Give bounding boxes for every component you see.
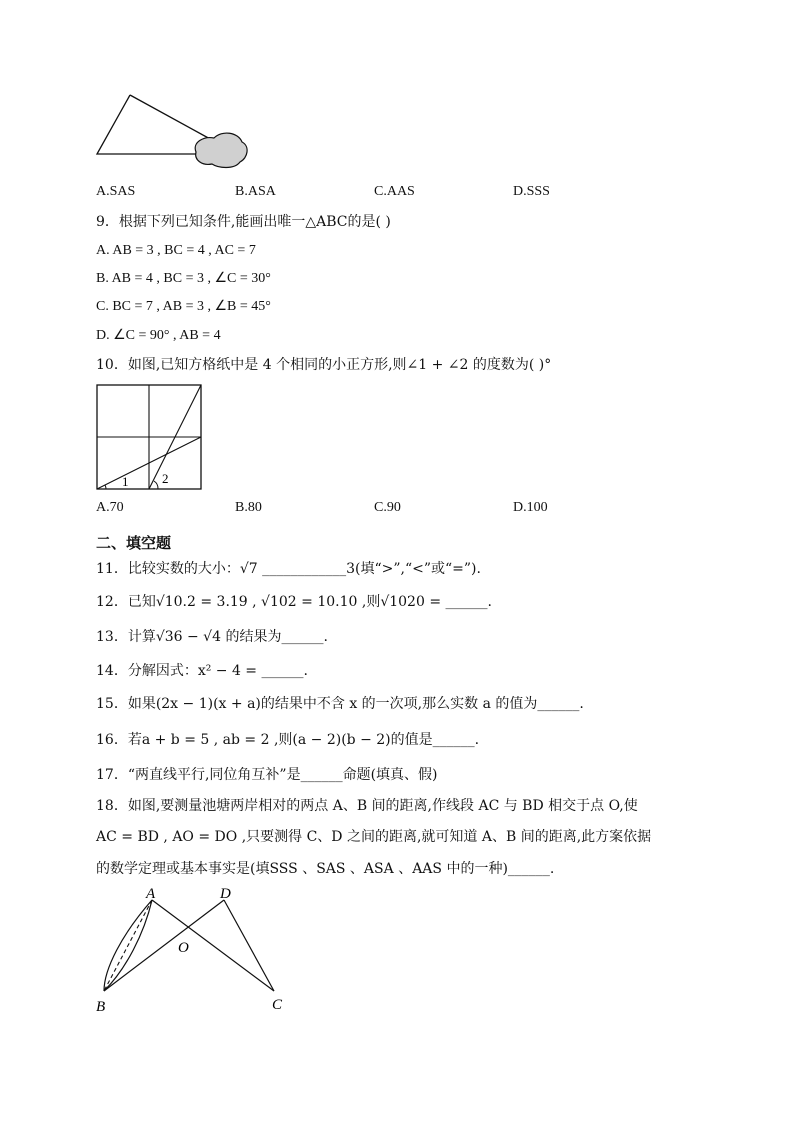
q10-option-b[interactable]: B.80 bbox=[235, 500, 262, 515]
segment-ac bbox=[152, 900, 274, 991]
triangle-side bbox=[130, 95, 212, 140]
question-11: 11．比较实数的大小：√7 ____________3(填“>”,“<”或“=”). bbox=[96, 561, 481, 577]
q10-option-d[interactable]: D.100 bbox=[513, 500, 548, 515]
segment-ab-dashed bbox=[104, 900, 152, 991]
triangle-outline bbox=[97, 95, 210, 154]
q9-stem: 9．根据下列已知条件,能画出唯一△ABC的是( ) bbox=[96, 214, 391, 230]
question-16: 16．若a + b = 5 , ab = 2 ,则(a − 2)(b − 2)的值是______. bbox=[96, 732, 480, 748]
angle-2-label: 2 bbox=[162, 471, 169, 486]
q8-option-d[interactable]: D.SSS bbox=[513, 184, 550, 199]
segment-bd bbox=[104, 900, 224, 991]
q10-stem: 10．如图,已知方格纸中是 4 个相同的小正方形,则∠1 + ∠2 的度数为( )° bbox=[96, 357, 552, 373]
q9-option-c[interactable]: C. BC = 7 , AB = 3 , ∠B = 45° bbox=[96, 299, 271, 314]
question-18-line-2: AC = BD , AO = DO ,只要测得 C、D 之间的距离,就可知道 A、B 间的距离,此方案依据 bbox=[96, 829, 652, 845]
label-o: O bbox=[178, 940, 189, 956]
label-c: C bbox=[272, 997, 283, 1013]
question-17: 17．“两直线平行,同位角互补”是______命题(填真、假) bbox=[96, 767, 438, 783]
q8-option-b[interactable]: B.ASA bbox=[235, 184, 276, 199]
question-15: 15．如果(2x − 1)(x + a)的结果中不含 x 的一次项,那么实数 a 的值为______. bbox=[96, 696, 584, 712]
q9-option-a[interactable]: A. AB = 3 , BC = 4 , AC = 7 bbox=[96, 243, 256, 258]
label-a: A bbox=[146, 886, 156, 902]
q9-option-b[interactable]: B. AB = 4 , BC = 3 , ∠C = 30° bbox=[96, 271, 271, 286]
q8-figure bbox=[92, 90, 252, 170]
q8-option-a[interactable]: A.SAS bbox=[96, 184, 136, 199]
label-b: B bbox=[96, 999, 106, 1015]
question-13: 13．计算√36 − √4 的结果为______. bbox=[96, 629, 328, 645]
section-title: 二、填空题 bbox=[96, 534, 172, 552]
q8-option-c[interactable]: C.AAS bbox=[374, 184, 415, 199]
q10-option-a[interactable]: A.70 bbox=[96, 500, 124, 515]
question-14: 14．分解因式：x² − 4 = ______. bbox=[96, 663, 308, 679]
label-d: D bbox=[220, 886, 231, 902]
q9-option-d[interactable]: D. ∠C = 90° , AB = 4 bbox=[96, 328, 221, 343]
q18-figure bbox=[92, 884, 302, 1019]
question-12: 12．已知√10.2 = 3.19 , √102 = 10.10 ,则√1020 = ______. bbox=[96, 594, 492, 610]
q10-grid-figure bbox=[96, 384, 206, 494]
pond-shape bbox=[195, 133, 247, 167]
segment-dc bbox=[224, 900, 274, 991]
question-18-line-3: 的数学定理或基本事实是(填SSS 、SAS 、ASA 、AAS 中的一种)______. bbox=[96, 861, 555, 877]
angle-1-label: 1 bbox=[122, 474, 129, 489]
q10-option-c[interactable]: C.90 bbox=[374, 500, 401, 515]
question-18-line-1: 18．如图,要测量池塘两岸相对的两点 A、B 间的距离,作线段 AC 与 BD 相交于点 O,使 bbox=[96, 798, 638, 814]
angle-2-arc bbox=[154, 481, 158, 489]
